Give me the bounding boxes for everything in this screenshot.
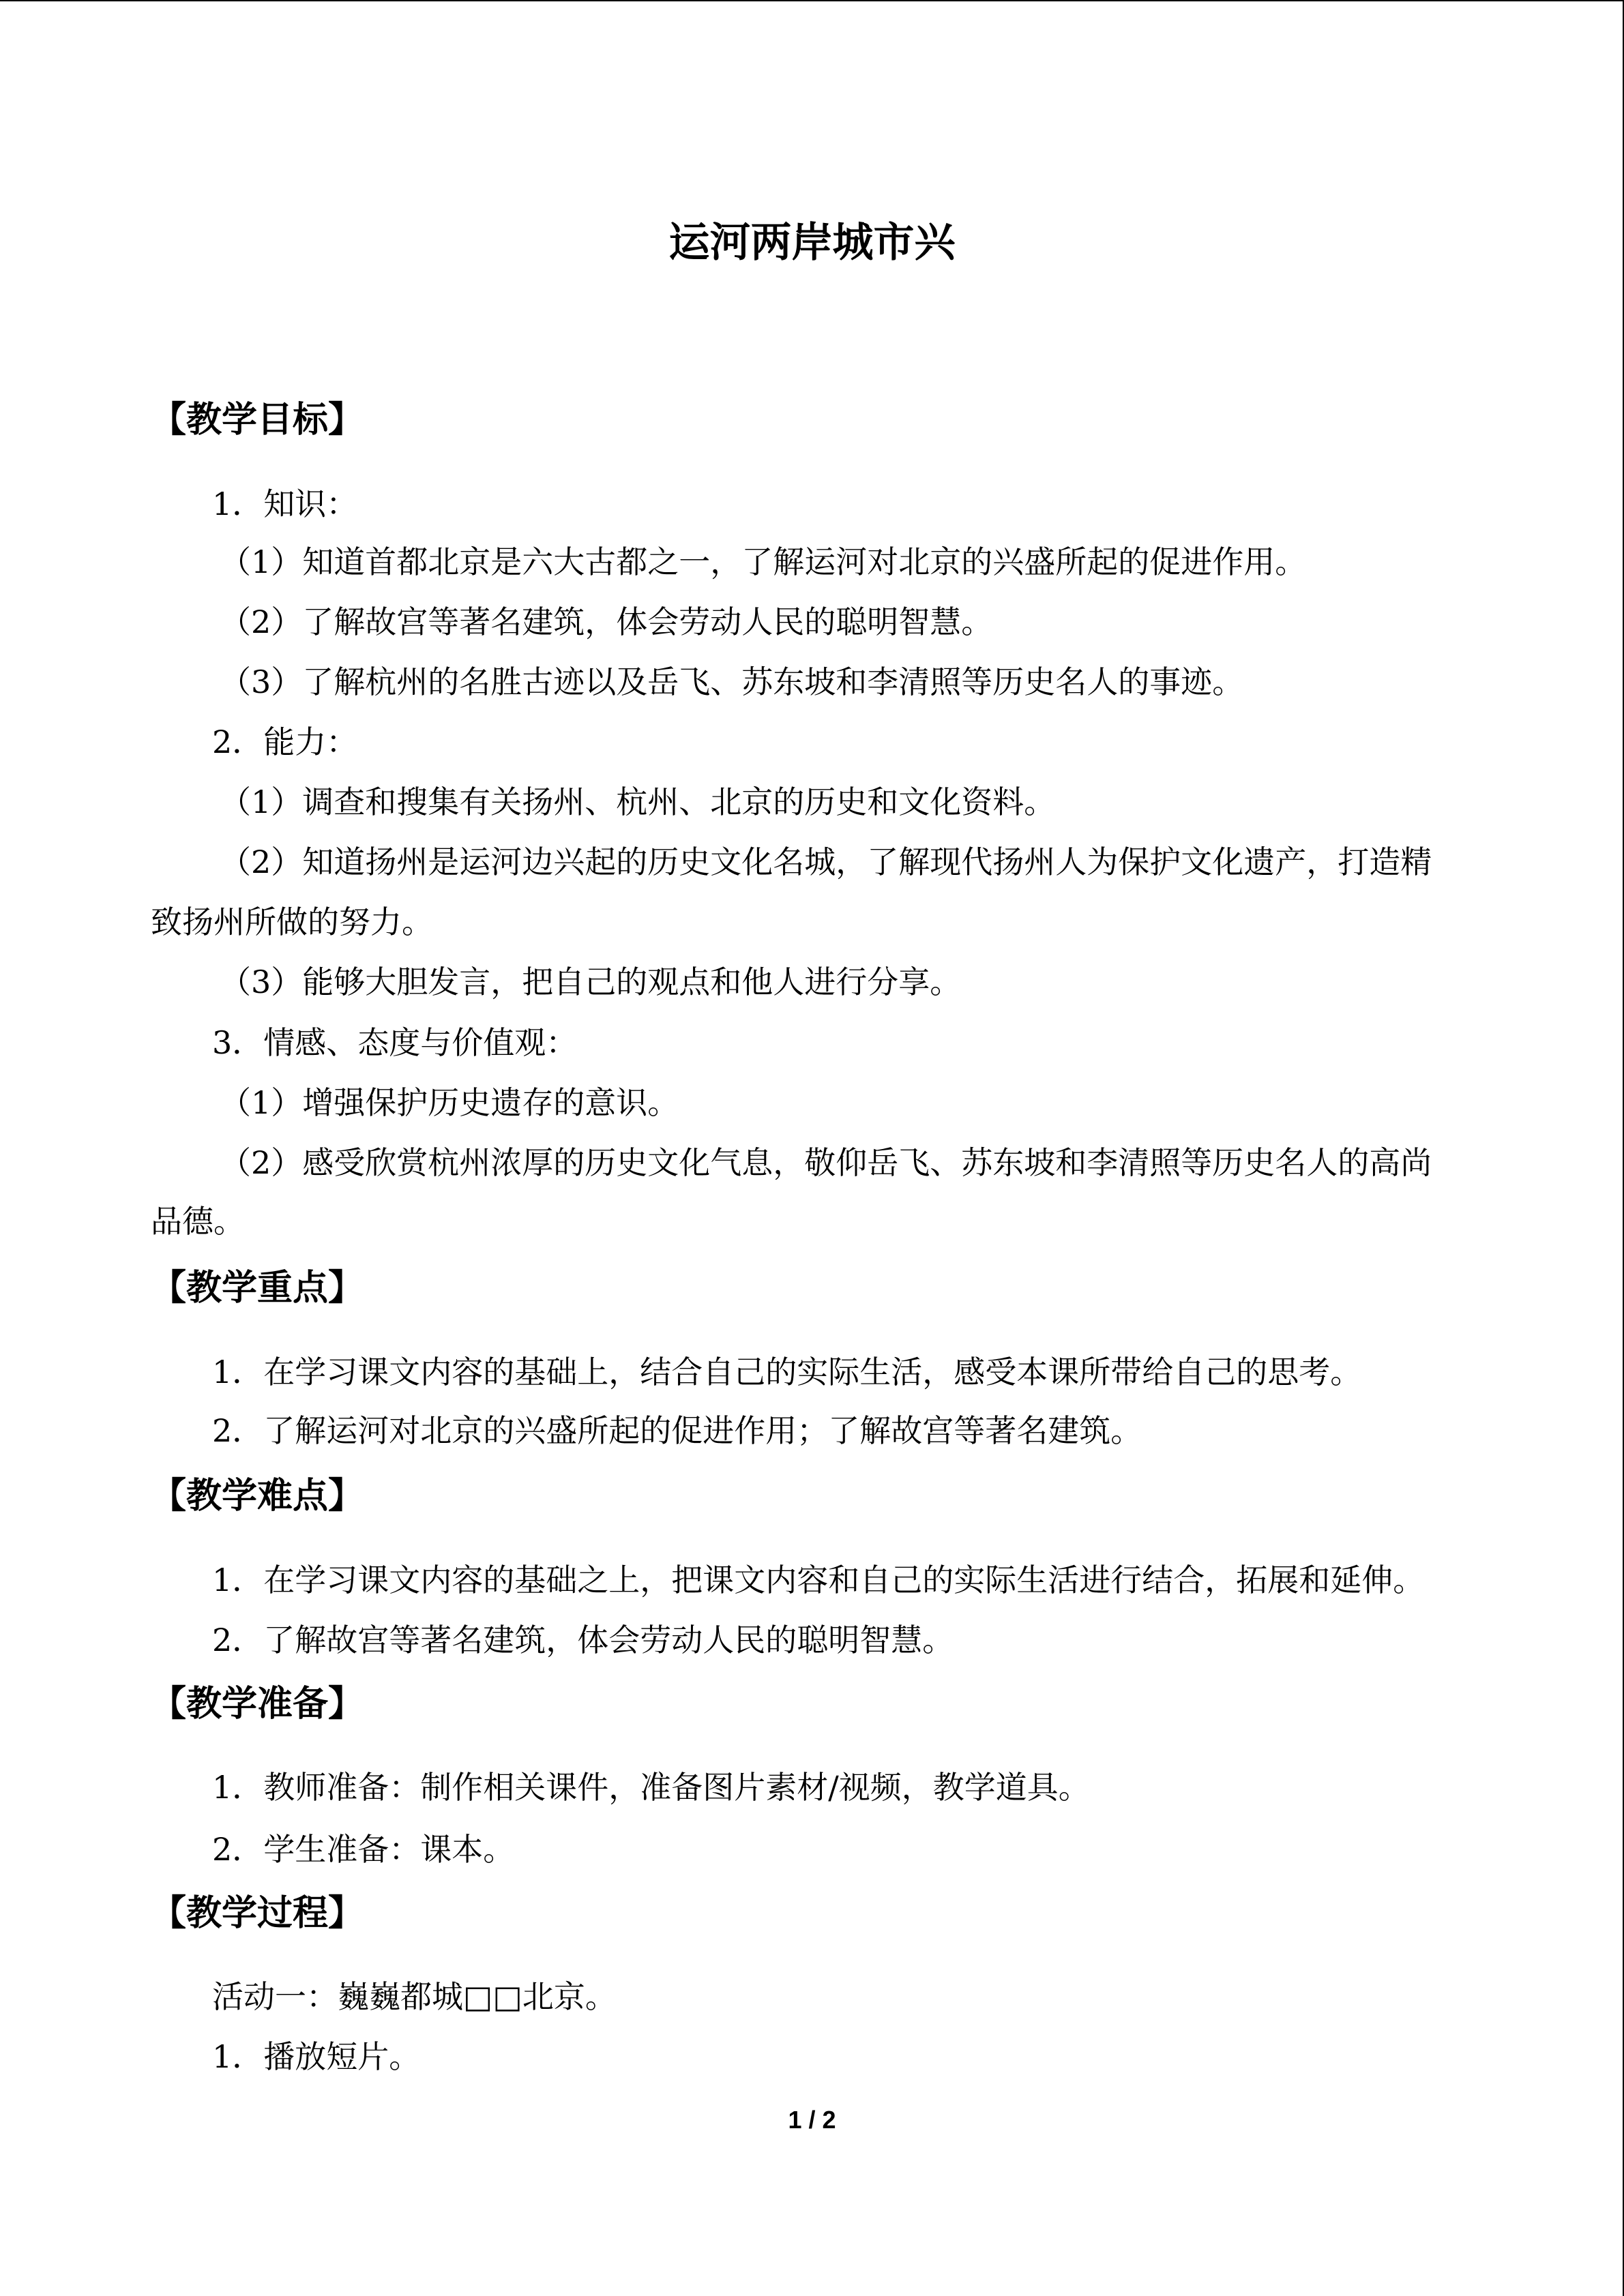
ability-item: （3）能够大胆发言，把自己的观点和他人进行分享。	[220, 964, 962, 1000]
goal-ability-label: 2．能力：	[212, 724, 358, 760]
key-point-item: 1．在学习课文内容的基础上，结合自己的实际生活，感受本课所带给自己的思考。	[212, 1354, 1362, 1390]
ability-item: （2）知道扬州是运河边兴起的历史文化名城，了解现代扬州人为保护文化遗产，打造精	[220, 844, 1432, 880]
goal-values-label: 3．情感、态度与价值观：	[212, 1024, 578, 1061]
heading-preparation: 【教学准备】	[151, 1683, 364, 1725]
knowledge-item: （2）了解故宫等著名建筑，体会劳动人民的聪明智慧。	[220, 603, 993, 640]
preparation-item: 2．学生准备：课本。	[212, 1831, 515, 1868]
ability-item: （1）调查和搜集有关扬州、杭州、北京的历史和文化资料。	[220, 784, 1056, 820]
ability-item-continued: 致扬州所做的努力。	[151, 904, 433, 940]
difficulty-item: 2．了解故宫等著名建筑，体会劳动人民的聪明智慧。	[212, 1622, 954, 1658]
heading-teaching-goals: 【教学目标】	[151, 399, 364, 441]
heading-key-points: 【教学重点】	[151, 1267, 364, 1309]
goal-knowledge-label: 1．知识：	[212, 486, 358, 522]
page-number: 1 / 2	[788, 2106, 836, 2134]
preparation-item: 1．教师准备：制作相关课件，准备图片素材/视频，教学道具。	[212, 1769, 1090, 1806]
key-point-item: 2．了解运河对北京的兴盛所起的促进作用；了解故宫等著名建筑。	[212, 1412, 1142, 1449]
heading-process: 【教学过程】	[151, 1892, 364, 1934]
document-title: 运河两岸城市兴	[668, 219, 956, 267]
difficulty-item: 1．在学习课文内容的基础之上，把课文内容和自己的实际生活进行结合，拓展和延伸。	[212, 1562, 1425, 1598]
heading-difficulties: 【教学难点】	[151, 1475, 364, 1517]
values-item: （2）感受欣赏杭州浓厚的历史文化气息，敬仰岳飞、苏东坡和李清照等历史名人的高尚	[220, 1144, 1432, 1181]
process-item: 1．播放短片。	[212, 2038, 421, 2075]
values-item: （1）增强保护历史遗存的意识。	[220, 1084, 679, 1121]
values-item-continued: 品德。	[151, 1203, 245, 1240]
activity-title: 活动一：巍巍都城□□北京。	[212, 1978, 617, 2015]
knowledge-item: （1）知道首都北京是六大古都之一，了解运河对北京的兴盛所起的促进作用。	[220, 543, 1307, 580]
knowledge-item: （3）了解杭州的名胜古迹以及岳飞、苏东坡和李清照等历史名人的事迹。	[220, 664, 1244, 700]
